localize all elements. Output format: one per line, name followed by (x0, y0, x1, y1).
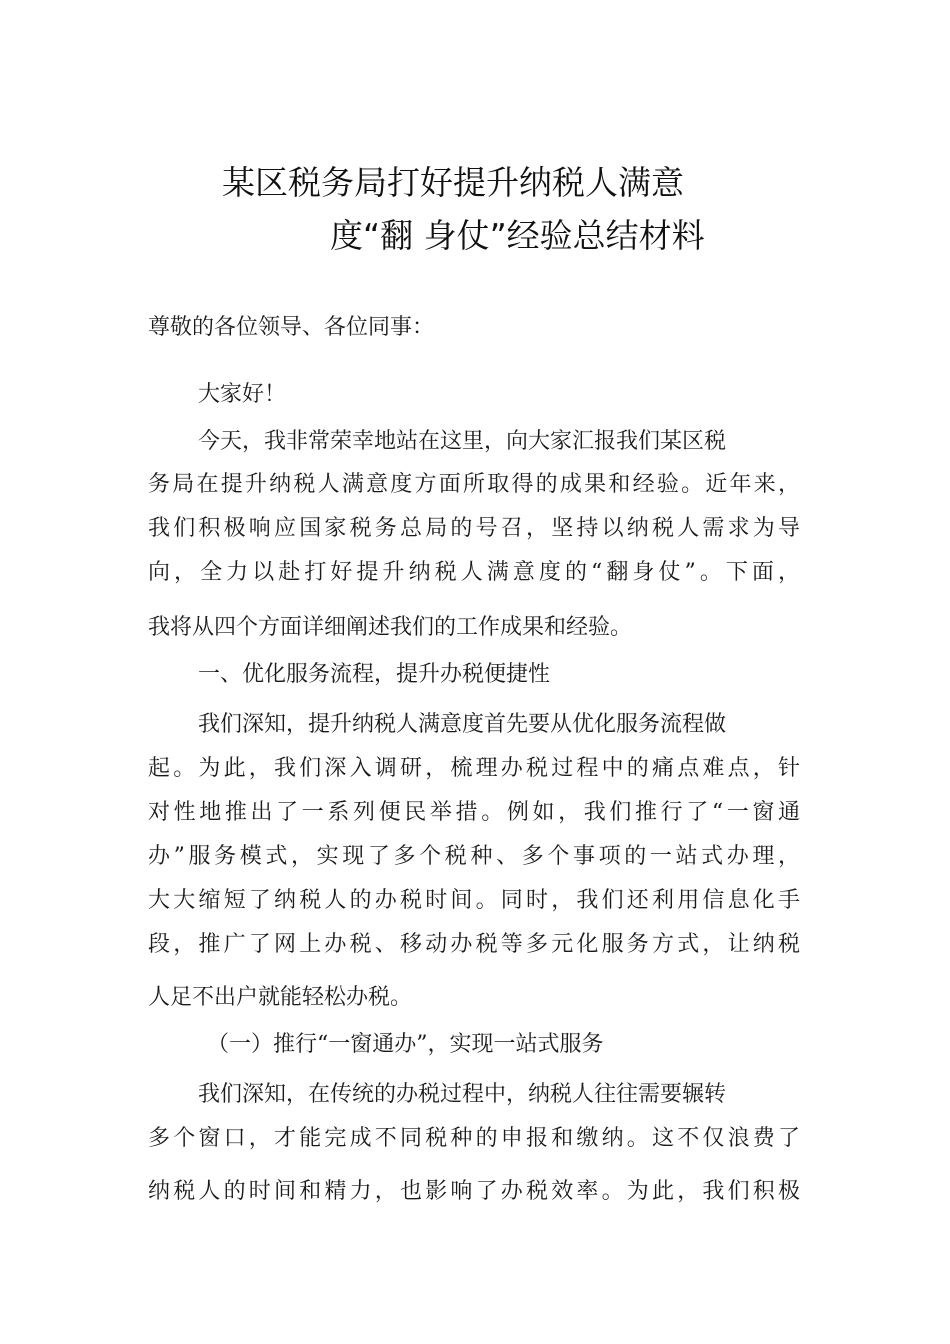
paragraph-line: 我们深知，在传统的办税过程中，纳税人往往需要辗转 (198, 1082, 727, 1107)
greeting: 大家好！ (198, 382, 287, 407)
paragraph-line: 办”服务模式，实现了多个税种、多个事项的一站式办理， (148, 844, 800, 869)
paragraph-line: 大大缩短了纳税人的办税时间。同时，我们还利用信息化手 (148, 888, 800, 913)
paragraph-line: 段，推广了网上办税、移动办税等多元化服务方式，让纳税 (148, 932, 800, 957)
paragraph-line: 务局在提升纳税人满意度方面所取得的成果和经验。近年来， (148, 472, 800, 497)
document-title-line-2: 度“翻 身仗”经验总结材料 (330, 216, 705, 255)
paragraph-line: 我将从四个方面详细阐述我们的工作成果和经验。 (148, 615, 633, 640)
paragraph-line: 今天，我非常荣幸地站在这里，向大家汇报我们某区税 (198, 429, 727, 454)
section-heading-1: 一、优化服务流程，提升办税便捷性 (198, 662, 551, 687)
paragraph-line: 多个窗口，才能完成不同税种的申报和缴纳。这不仅浪费了 (148, 1126, 800, 1151)
paragraph-line: 人足不出户就能轻松办税。 (148, 985, 413, 1010)
paragraph-line: 起。为此，我们深入调研，梳理办税过程中的痛点难点，针 (148, 756, 800, 781)
salutation: 尊敬的各位领导、各位同事： (148, 315, 435, 340)
paragraph-line: 向，全力以赴打好提升纳税人满意度的“翻身仗”。下面， (148, 560, 800, 585)
paragraph-line: 我们积极响应国家税务总局的号召，坚持以纳税人需求为导 (148, 516, 800, 541)
document-title-line-1: 某区税务局打好提升纳税人满意 (222, 163, 684, 202)
paragraph-line: 对性地推出了一系列便民举措。例如，我们推行了“一窗通 (148, 800, 800, 825)
paragraph-line: 纳税人的时间和精力，也影响了办税效率。为此，我们积极 (148, 1179, 800, 1204)
paragraph-line: 我们深知，提升纳税人满意度首先要从优化服务流程做 (198, 712, 727, 737)
subsection-heading-1: （一）推行“一窗通办”，实现一站式服务 (207, 1032, 604, 1057)
